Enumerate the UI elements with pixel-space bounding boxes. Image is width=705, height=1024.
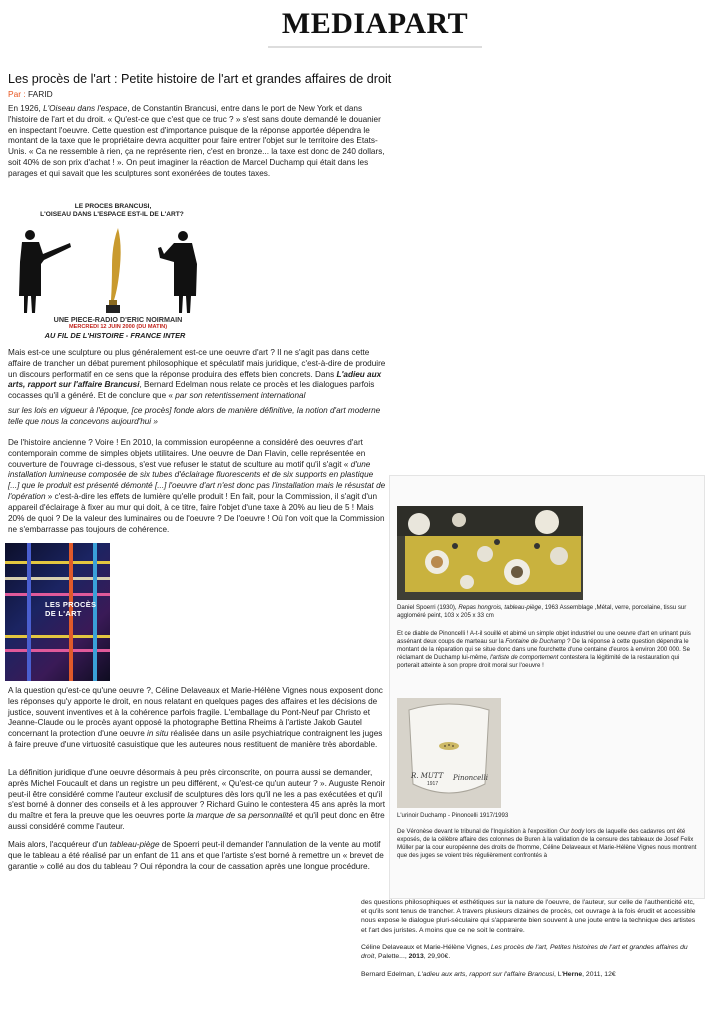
poster-line5: AU FIL DE L'HISTOIRE - FRANCE INTER bbox=[44, 331, 186, 340]
paragraph-judges bbox=[397, 828, 697, 860]
text: lors de laquelle des cadavres ont été exposés, de la célèbre affaire des colonnes de Buren à la validation de la censure des tableaux de Josef Felix Müller par la cour européenne des droits de l'homme, Céline Delaveaux et Marie-Hélène Vignes nous montrent que des juges se voient très régulièrement confrontés à bbox=[397, 828, 697, 860]
book-title-line2: DE L'ART bbox=[45, 609, 82, 618]
paragraph-quote-cont bbox=[8, 406, 386, 428]
text: Bernard Edelman, bbox=[361, 971, 418, 978]
text-bold: Herne bbox=[562, 971, 583, 978]
poster-line2: L'OISEAU DANS L'ESPACE EST-IL DE L'ART? bbox=[40, 211, 184, 218]
poster-line4: MERCREDI 12 JUIN 2000 (DU MATIN) bbox=[68, 324, 168, 330]
author-name[interactable]: FARID bbox=[28, 89, 53, 99]
text: , 1963 Assemblage ,Métal, verre, porcelaine, tissu sur aggloméré peint, 103 x 205 x 33 cm bbox=[397, 604, 687, 620]
paragraph-question bbox=[8, 686, 386, 751]
article-author bbox=[8, 89, 53, 100]
author-prefix: Par : bbox=[8, 89, 26, 99]
text: La définition juridique d'une oeuvre désormais à peu près circonscrite, on pourra aussi se demander, après Michel Foucault et dans un registre un peu différent, « Qu'est-ce qu'un auteur ? ». Auguste Renoir peut-il être considéré comme l'auteur exclusif de sculptures dès lors qu'il ne les a pas exécutées et qu'il s'est borné à donner des conseils et à les approuver ? Richard Guino le contestera 45 ans après la mort du maître et fera la preuve que les oeuvres porte bbox=[8, 768, 386, 821]
urinal-image bbox=[397, 698, 501, 808]
text: En 1926, bbox=[8, 104, 44, 113]
text: Daniel Spoerri (1930), bbox=[397, 604, 459, 611]
text-italic: L'Oiseau dans l'espace bbox=[43, 104, 128, 113]
paragraph-pinoncelli bbox=[397, 630, 697, 670]
quote-italic: sur les lois en vigueur à l'époque, [ce procès] fonde alors de manière définitive, la notion d'art moderne telle que nous la concevons aujourd'hui » bbox=[8, 406, 381, 426]
text-italic: l'artiste de comportement bbox=[490, 654, 559, 662]
text: Et ce diable de Pinoncelli ! A-t-il souillé et abimé un simple objet industriel ou une oeuvre d'art en urinant puis assénant deux coups de marteau sur la bbox=[397, 630, 691, 646]
text-italic: Our body bbox=[559, 828, 585, 835]
paragraph-conclusion: des questions philosophiques et esthétiques sur la nature de l'oeuvre, de l'auteur, sur celle de l'authenticité etc, et qu'ils sont tenus de trancher. A travers plusieurs dizaines de procès, cet ouvrage à la fois érudit et accessible nous expose le dialogue pluri-séculaire qui s'apparente bien souvent à une joute entre la technique des artistes et l'art des juristes. A moins que ce ne soit le contraire. bbox=[361, 899, 696, 934]
quote-italic: d'une installation lumineuse composée de six tubes d'éclairage fluorescents et de six supports en plastique [...] que le produit est présenté démonté [...] l'oeuvre d'art n'est donc pas l'installation mais le résustat de l'opération bbox=[8, 459, 386, 502]
text-italic: Repas hongrois, tableau-piège bbox=[458, 604, 542, 611]
text-italic: in situ bbox=[147, 729, 169, 739]
urinal-year: 1917 bbox=[427, 781, 439, 787]
text: Mais alors, l'acquéreur d'un bbox=[8, 840, 110, 849]
text-italic: Fontaine de Duchamp bbox=[505, 638, 566, 646]
poster-line3: UNE PIECE-RADIO D'ERIC NOIRMAIN bbox=[53, 315, 183, 324]
text-italic: Les procès de l'art, Petites histoires de l'art et grandes affaires du droit bbox=[361, 944, 688, 961]
text: A la question qu'est-ce qu'une oeuvre ?, Céline Delaveaux et Marie-Hélène Vignes nous exposent donc les réponses qu'y apporte le droit, en nous relatant en quelques pages des affaires et les décisions de justice, souvent inventives et à la cohérence parfois fragile. L'emballage du Pont-Neuf par Christo et Jeanne-Claude ou le procès ayant opposé la photographe Bettina Rheims à l'artiste Jakob Gautel concernant la protection d'une oeuvre bbox=[8, 686, 383, 739]
caption-spoerri bbox=[397, 604, 697, 620]
paragraph-intro bbox=[8, 104, 386, 180]
text: , Palette..., bbox=[374, 953, 409, 961]
text: , de Constantin Brancusi, entre dans le port de New York et dans l'histoire de l'art et du droit. « Qu'est-ce que c'est que ce truc ? » s'est sans doute demandé le douanier en inspectant l'oeuvre. Cette question est d'importance puisque de la réponse apportée dépendra le montant de la taxe que le propriétaire devra acquitter pour faire entrer l'objet sur le territoire des Etats-Unis. « Ca ne ressemble à rien, ça ne représente rien, c'est en bronze... la taxe est donc de 240 dollars, soit 40% de son prix d'achat ! ». On peut imaginer la réaction de Marcel Duchamp qui était dans les parages et qui savait que les sculptures sont exonérées de toutes taxes. bbox=[8, 104, 385, 178]
text: De l'histoire ancienne ? Voire ! En 2010, la commission européenne a considéré des oeuvres d'art contemporain comme de simples objets utilitaires. Une oeuvre de Dan Flavin, celle représentée en couverture de l'ouvrage ci-dessous, s'est vue refuser le statut de sculture au motif qu'il s'agit « bbox=[8, 438, 366, 469]
tableau-piege-icon bbox=[397, 506, 583, 600]
urinal-icon bbox=[397, 698, 501, 808]
text-italic: tableau-piège bbox=[109, 840, 160, 849]
text: , L' bbox=[554, 971, 563, 978]
spoerri-artwork-image bbox=[397, 506, 583, 600]
book-title-line1: LES PROCÈS bbox=[45, 600, 97, 609]
text-italic: la marque de sa personnalité bbox=[187, 811, 293, 821]
reference-book-2 bbox=[361, 970, 699, 979]
text-italic: L'adieu aux arts, rapport sur l'affaire Brancusi bbox=[417, 971, 555, 978]
text-bold: 2013 bbox=[408, 953, 424, 961]
radio-poster-image bbox=[8, 196, 204, 342]
text: ? De la réponse à cette question dépendra le montant de la réparation qui se situe donc dans une fourchette d'une centaine d'euros à environ 200 000. Se réclamant de Duchamp lui-même, bbox=[397, 638, 690, 662]
text: , 29,90€. bbox=[423, 953, 451, 961]
paragraph-author bbox=[8, 768, 386, 833]
article-title: Les procès de l'art : Petite histoire de l'art et grandes affaires de droit bbox=[8, 72, 392, 86]
text: De Véronèse devant le tribunal de l'Inquisition à l'exposition bbox=[397, 828, 560, 835]
text: , 2011, 12€ bbox=[582, 971, 616, 978]
book-reference: L'adieu aux arts, rapport sur l'affaire Brancusi bbox=[8, 369, 382, 390]
text: » c'est-à-dire les effets de lumière qu'elle produit ! En fait, pour la Commission, il s'agit d'un appareil d'éclairage à fixer au mur qui doit, à ce titre, faire l'objet d'une taxe à 20% au lieu de 5 ! Mais 20% de quoi ? De la valeur des luminaires ou de l'oeuvre ? De l'oeuvre ! Où l'on voit que la Commission ne s'embarrasse pas toujours de cohérence. bbox=[8, 492, 385, 534]
poster-line1: LE PROCES BRANCUSI, bbox=[74, 203, 152, 210]
quote-italic: par son retentissement international bbox=[175, 391, 306, 401]
masthead-logo[interactable]: MEDIAPART bbox=[268, 4, 482, 48]
text: contestera la légitimité de la restauration qui porterait atteinte à son propre droit moral sur l'oeuvre ! bbox=[397, 654, 680, 670]
paragraph-spoerri bbox=[8, 840, 386, 872]
paragraph-flavin bbox=[8, 438, 386, 535]
book-title bbox=[45, 600, 96, 618]
text: , Bernard Edelman nous relate ce procès et les dialogues parfois cocasses qu'il a généré. Et de conclure que « bbox=[8, 380, 375, 401]
text: et qu'il peut donc en être aussi considéré comme l'auteur. bbox=[8, 811, 385, 832]
text: de Spoerri peut-il demander l'annulation de la vente au motif que le tableau a été réalisé par un enfant de 11 ans et que l'artiste s'est borné à remettre un « brevet de garantie » collé au dos du tableau ? Oui répondra la cour de cassation après une longue procédure. bbox=[8, 840, 384, 871]
urinal-pinoncelli-tag: Pinoncelli bbox=[453, 774, 488, 782]
text: réalisée dans un asile psychiatrique contraignent les juges à faire preuve d'une virtuosité casuistique que les auteures nous restituent de manière très abordable. bbox=[8, 729, 383, 750]
text: Mais est-ce une sculpture ou plus généralement est-ce une oeuvre d'art ? Il ne s'agit pas dans cette affaire de trancher un débat purement philosophique et spéculatif mais juridique, c'est-à-dire de produire un discours performatif en ce sens que la réponse produira des effets bien concrets. Dans bbox=[8, 348, 386, 379]
paragraph-sculpture bbox=[8, 348, 386, 402]
text: Céline Delaveaux et Marie-Hélène Vignes, bbox=[361, 944, 491, 951]
book-cover-image bbox=[5, 543, 110, 681]
caption-urinal: L'urinoir Duchamp - Pinoncelli 1917/1993 bbox=[397, 812, 509, 819]
urinal-signature: R. MUTT bbox=[411, 772, 444, 780]
reference-book-1 bbox=[361, 943, 699, 961]
